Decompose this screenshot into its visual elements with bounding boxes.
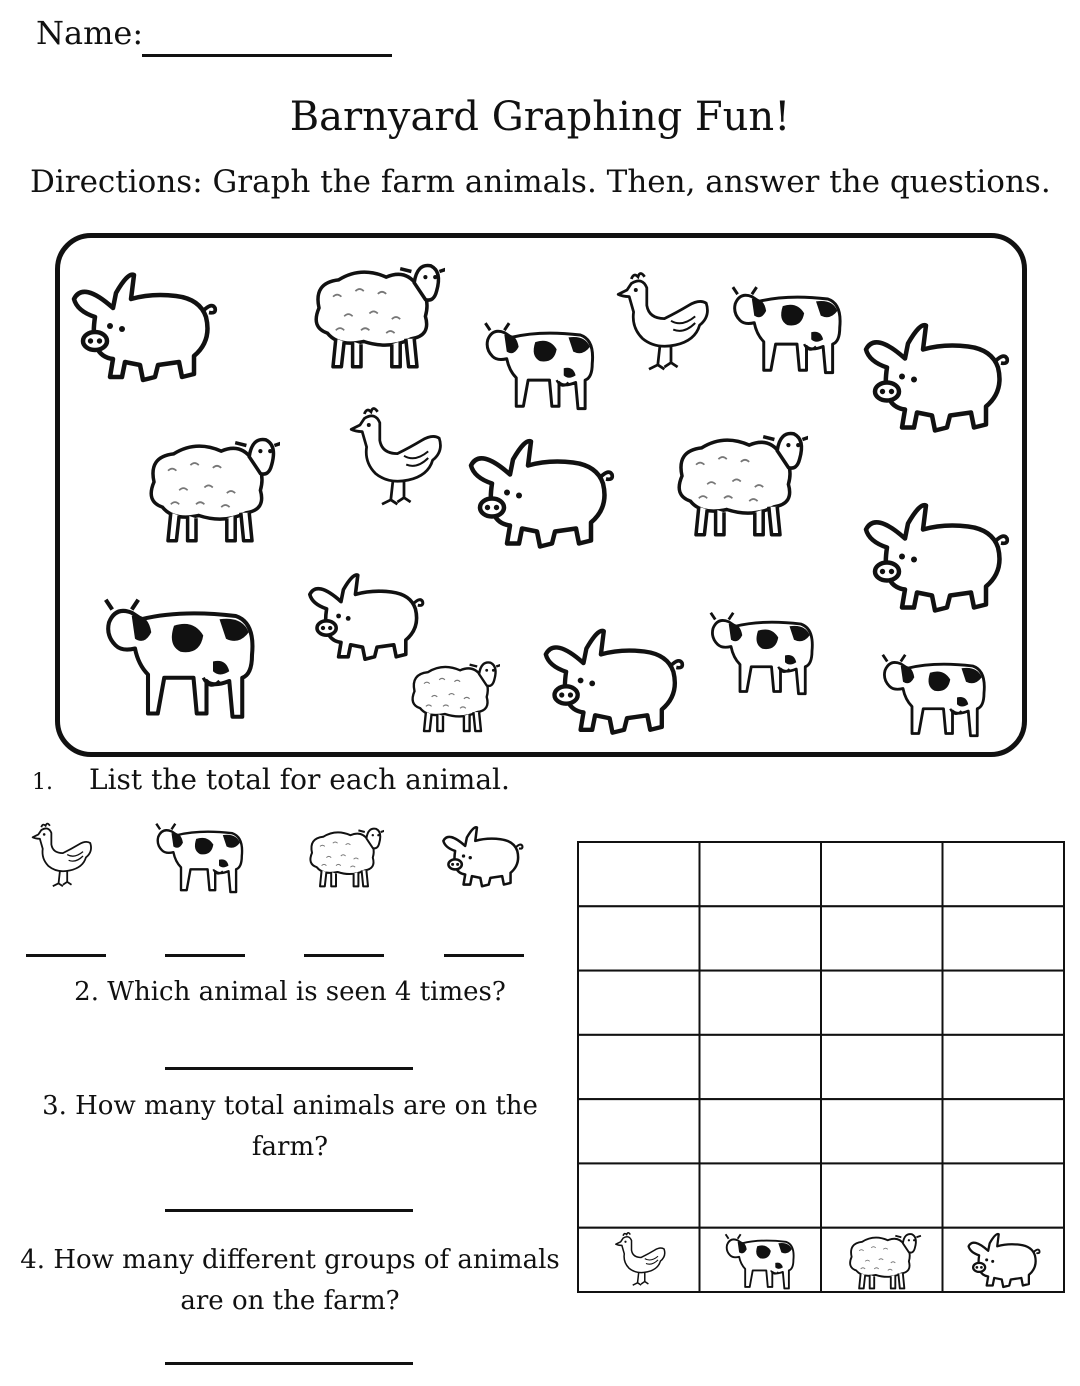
sheep-icon xyxy=(304,818,384,894)
graph-cell[interactable] xyxy=(943,1163,1065,1227)
graph-cell[interactable] xyxy=(943,1099,1065,1163)
graph-cell[interactable] xyxy=(821,971,943,1035)
sheep-total-blank[interactable] xyxy=(304,954,384,957)
cow-icon xyxy=(733,287,840,373)
question-2-answer-line[interactable] xyxy=(165,1067,413,1070)
graph-cell[interactable] xyxy=(700,1099,822,1163)
question-3-text xyxy=(20,1086,560,1168)
graph-cell[interactable] xyxy=(821,906,943,970)
graph-cell[interactable] xyxy=(578,1163,700,1227)
name-answer-line[interactable] xyxy=(142,54,392,57)
worksheet-title: Barnyard Graphing Fun! xyxy=(289,94,791,140)
graph-cell[interactable] xyxy=(943,842,1065,906)
question-2-text: 2. Which animal is seen 4 times? xyxy=(74,977,506,1007)
cow-icon xyxy=(150,818,250,894)
picture-graph xyxy=(577,841,1065,1293)
chicken-icon xyxy=(618,274,707,370)
question-3-answer-line[interactable] xyxy=(165,1209,413,1212)
graph-cell[interactable] xyxy=(821,1163,943,1227)
pig-icon xyxy=(866,325,1007,430)
cow-icon xyxy=(106,600,253,717)
graph-cell[interactable] xyxy=(700,971,822,1035)
graph-cell[interactable] xyxy=(821,1099,943,1163)
pig-icon xyxy=(866,505,1007,610)
graph-cell[interactable] xyxy=(700,1035,822,1099)
directions-text: Directions: Graph the farm animals. Then, answer the questions. xyxy=(30,164,1051,200)
chicken-icon xyxy=(24,818,96,894)
graph-cell[interactable] xyxy=(943,971,1065,1035)
graph-cell[interactable] xyxy=(821,1035,943,1099)
cow-icon xyxy=(883,655,985,736)
chicken-total-blank[interactable] xyxy=(26,954,106,957)
question-4-line-2: are on the farm? xyxy=(180,1286,400,1316)
pig-icon xyxy=(74,275,215,380)
question-1-text: List the total for each animal. xyxy=(89,763,510,796)
graph-cell[interactable] xyxy=(578,1035,700,1099)
pig-icon xyxy=(310,575,423,659)
question-3-line-1: 3. How many total animals are on the xyxy=(42,1091,538,1121)
sheep-icon xyxy=(679,434,811,535)
question-1-number: 1. xyxy=(32,770,53,795)
question-4-line-1: 4. How many different groups of animals xyxy=(20,1245,560,1275)
pig-icon xyxy=(471,441,612,546)
pig-total-blank[interactable] xyxy=(444,954,524,957)
chicken-icon xyxy=(351,409,440,505)
animal-scene-box xyxy=(55,233,1027,757)
graph-cell[interactable] xyxy=(943,1035,1065,1099)
cow-icon xyxy=(485,323,592,409)
graph-cell[interactable] xyxy=(700,906,822,970)
sheep-icon xyxy=(413,662,502,731)
graph-cell[interactable] xyxy=(578,971,700,1035)
graph-cell[interactable] xyxy=(578,906,700,970)
sheep-icon xyxy=(316,266,448,367)
question-3-line-2: farm? xyxy=(251,1132,329,1162)
name-label: Name: xyxy=(36,14,144,52)
animal-scene xyxy=(60,238,1022,752)
pig-icon xyxy=(440,822,524,890)
picture-graph-grid[interactable] xyxy=(577,841,1065,1293)
sheep-icon xyxy=(151,440,283,541)
question-4-answer-line[interactable] xyxy=(165,1362,413,1365)
graph-cell[interactable] xyxy=(700,842,822,906)
graph-cell[interactable] xyxy=(578,1099,700,1163)
cow-total-blank[interactable] xyxy=(165,954,245,957)
question-4-text xyxy=(10,1240,570,1322)
graph-cell[interactable] xyxy=(821,842,943,906)
pig-icon xyxy=(546,631,683,733)
cow-icon xyxy=(711,613,813,694)
graph-cell[interactable] xyxy=(700,1163,822,1227)
graph-cell[interactable] xyxy=(578,842,700,906)
graph-cell[interactable] xyxy=(943,906,1065,970)
